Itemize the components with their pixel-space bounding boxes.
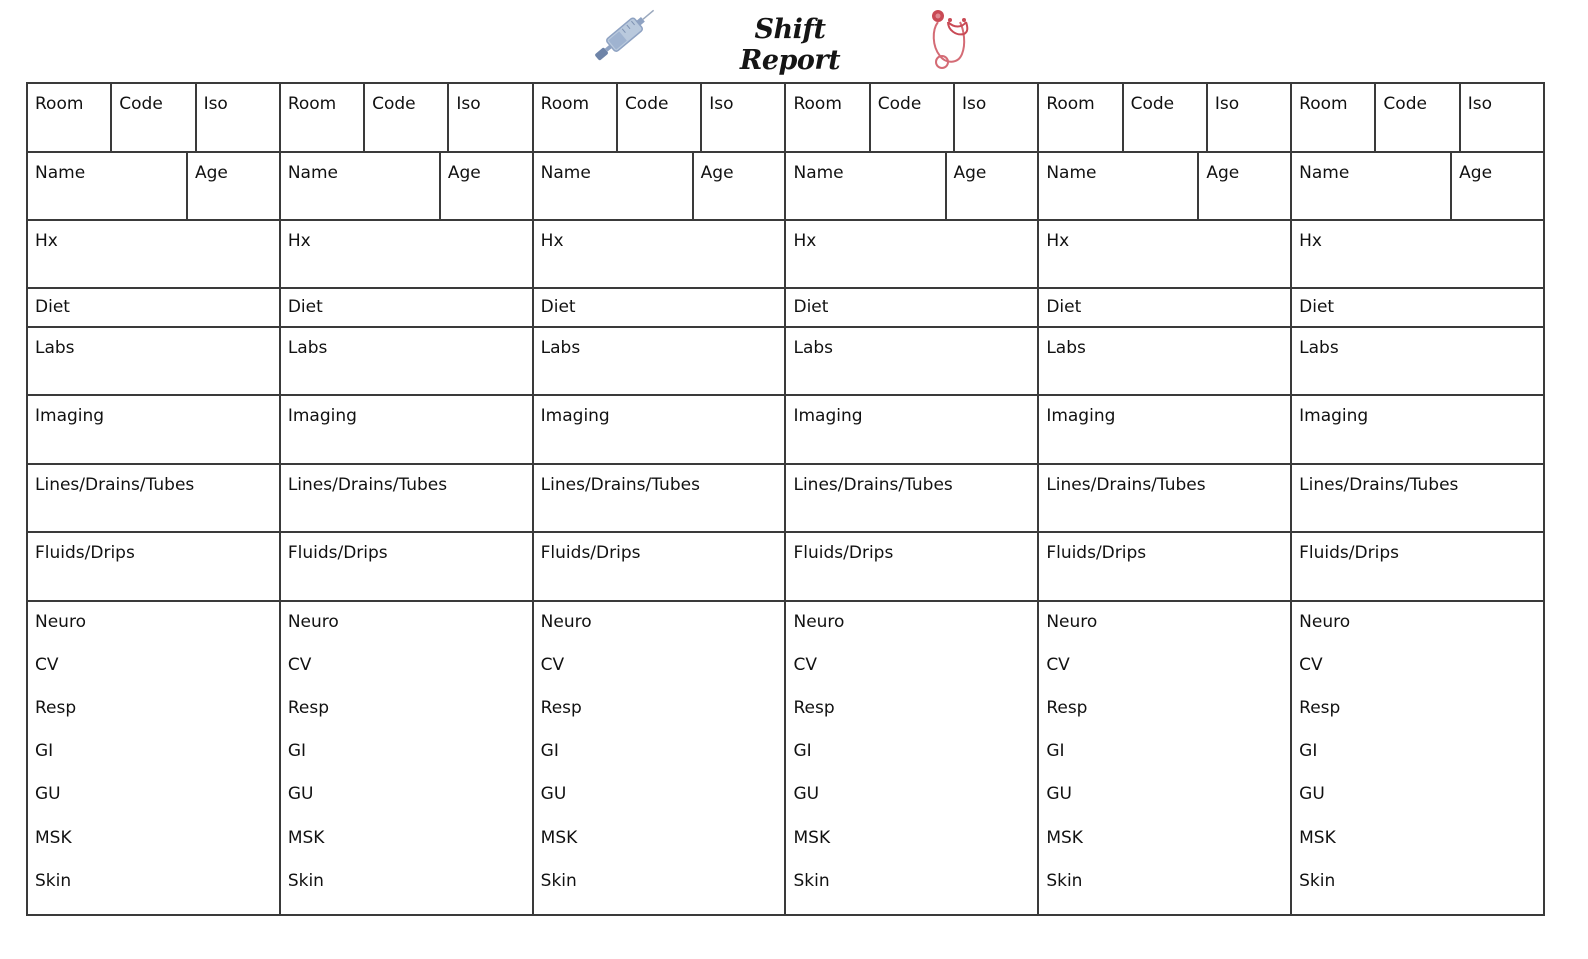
system-label: GU — [1046, 784, 1072, 805]
hx-row — [281, 221, 532, 290]
system-label: GU — [793, 784, 820, 805]
name-age-row — [281, 153, 532, 221]
code-label: Code — [877, 94, 922, 114]
systems-section[interactable] — [28, 602, 279, 914]
diet-field[interactable] — [281, 289, 532, 326]
code-field[interactable] — [363, 84, 447, 151]
system-label: GU — [1299, 784, 1325, 805]
patient-column — [1039, 84, 1292, 914]
imaging-field[interactable] — [534, 396, 785, 463]
name-label: Name — [287, 162, 338, 183]
labs-row — [1292, 328, 1543, 396]
name-age-row — [1039, 153, 1290, 221]
labs-label: Labs — [540, 338, 581, 359]
system-label: GU — [35, 784, 61, 805]
lines-drains-tubes-label: Lines/Drains/Tubes — [793, 475, 953, 496]
fluids-drips-label: Fluids/Drips — [1299, 542, 1399, 563]
fluids-drips-row — [534, 533, 785, 602]
name-age-row — [534, 153, 785, 221]
room-code-iso-row — [281, 84, 532, 153]
diet-row — [1292, 289, 1543, 328]
system-label: Neuro — [35, 611, 86, 632]
fluids-drips-field[interactable] — [534, 533, 785, 600]
system-label: GI — [540, 741, 559, 762]
room-label: Room — [793, 94, 842, 114]
name-label: Name — [1046, 162, 1097, 183]
system-label: GI — [793, 741, 812, 762]
system-label: GI — [35, 741, 54, 762]
patient-column — [28, 84, 281, 914]
system-label: Skin — [287, 870, 324, 891]
diet-field[interactable] — [28, 289, 279, 326]
labs-label: Labs — [287, 338, 328, 359]
hx-row — [28, 221, 279, 290]
imaging-row — [28, 396, 279, 465]
system-label: CV — [35, 654, 59, 675]
system-label: CV — [287, 654, 312, 675]
lines-drains-tubes-row — [786, 465, 1037, 533]
age-label: Age — [953, 162, 987, 183]
patient-column — [1292, 84, 1543, 914]
hx-label: Hx — [1046, 230, 1070, 251]
hx-label: Hx — [1299, 230, 1322, 251]
system-label: Skin — [793, 870, 830, 891]
fluids-drips-field[interactable] — [1292, 533, 1543, 600]
lines-drains-tubes-label: Lines/Drains/Tubes — [35, 475, 195, 496]
imaging-field[interactable] — [1039, 396, 1290, 463]
labs-label: Labs — [793, 338, 834, 359]
labs-row — [534, 328, 785, 396]
age-label: Age — [195, 162, 228, 183]
system-label: Neuro — [793, 611, 845, 632]
fluids-drips-row — [786, 533, 1037, 602]
lines-drains-tubes-label: Lines/Drains/Tubes — [1299, 475, 1459, 496]
hx-label: Hx — [540, 230, 564, 251]
name-field[interactable] — [1292, 153, 1450, 219]
system-label: GU — [540, 784, 567, 805]
iso-field[interactable] — [953, 84, 1037, 151]
room-field[interactable] — [1292, 84, 1374, 151]
iso-label: Iso — [1467, 94, 1492, 114]
name-label: Name — [35, 162, 86, 183]
system-label: Resp — [287, 698, 329, 719]
name-age-row — [28, 153, 279, 221]
code-label: Code — [119, 94, 163, 114]
systems-section[interactable] — [281, 602, 532, 914]
diet-label: Diet — [287, 297, 323, 318]
system-label: MSK — [1299, 827, 1336, 848]
labs-label: Labs — [1046, 338, 1086, 359]
code-field[interactable] — [1122, 84, 1206, 151]
labs-field[interactable] — [281, 328, 532, 394]
age-field[interactable] — [945, 153, 1038, 219]
system-label: CV — [1046, 654, 1070, 675]
name-label: Name — [1299, 162, 1350, 183]
labs-field[interactable] — [786, 328, 1037, 394]
system-label: CV — [793, 654, 817, 675]
fluids-drips-row — [1292, 533, 1543, 602]
hx-field[interactable] — [1039, 221, 1290, 288]
room-field[interactable] — [534, 84, 616, 151]
system-label: Resp — [35, 698, 77, 719]
iso-field[interactable] — [447, 84, 531, 151]
diet-field[interactable] — [1039, 289, 1290, 326]
imaging-label: Imaging — [287, 406, 357, 427]
age-label: Age — [447, 162, 481, 183]
code-label: Code — [372, 94, 416, 114]
code-field[interactable] — [110, 84, 194, 151]
imaging-row — [1039, 396, 1290, 465]
name-field[interactable] — [28, 153, 186, 219]
code-field[interactable] — [1374, 84, 1458, 151]
name-label: Name — [540, 162, 591, 183]
fluids-drips-label: Fluids/Drips — [540, 542, 641, 563]
lines-drains-tubes-field[interactable] — [281, 465, 532, 531]
room-label: Room — [35, 94, 84, 114]
hx-field[interactable] — [534, 221, 785, 288]
lines-drains-tubes-label: Lines/Drains/Tubes — [540, 475, 700, 496]
iso-label: Iso — [203, 94, 228, 114]
diet-label: Diet — [1299, 297, 1335, 318]
room-code-iso-row — [786, 84, 1037, 153]
iso-label: Iso — [962, 94, 987, 114]
syringe-icon — [583, 0, 663, 72]
stethoscope-icon — [926, 6, 976, 72]
iso-label: Iso — [1214, 94, 1240, 114]
shift-report-table — [26, 82, 1545, 916]
hx-row — [786, 221, 1037, 290]
code-field[interactable] — [869, 84, 953, 151]
room-field[interactable] — [1039, 84, 1121, 151]
hx-row — [534, 221, 785, 290]
system-label: Resp — [793, 698, 835, 719]
labs-field[interactable] — [1039, 328, 1290, 394]
age-field[interactable] — [1197, 153, 1290, 219]
system-label: Resp — [1046, 698, 1088, 719]
labs-row — [1039, 328, 1290, 396]
diet-field[interactable] — [534, 289, 785, 326]
code-field[interactable] — [616, 84, 700, 151]
system-label: MSK — [287, 827, 325, 848]
name-age-row — [1292, 153, 1543, 221]
system-label: Neuro — [540, 611, 592, 632]
system-label: GU — [287, 784, 314, 805]
fluids-drips-row — [281, 533, 532, 602]
fluids-drips-label: Fluids/Drips — [287, 542, 388, 563]
system-label: CV — [540, 654, 565, 675]
lines-drains-tubes-row — [534, 465, 785, 533]
diet-field[interactable] — [786, 289, 1037, 326]
patient-column — [281, 84, 534, 914]
labs-label: Labs — [1299, 338, 1339, 359]
lines-drains-tubes-row — [28, 465, 279, 533]
lines-drains-tubes-row — [1292, 465, 1543, 533]
systems-section[interactable] — [1039, 602, 1290, 914]
hx-field[interactable] — [1292, 221, 1543, 288]
hx-field[interactable] — [786, 221, 1037, 288]
lines-drains-tubes-field[interactable] — [28, 465, 279, 531]
diet-row — [28, 289, 279, 328]
name-field[interactable] — [1039, 153, 1197, 219]
room-field[interactable] — [281, 84, 363, 151]
lines-drains-tubes-field[interactable] — [1039, 465, 1290, 531]
diet-label: Diet — [540, 297, 576, 318]
room-field[interactable] — [28, 84, 110, 151]
hx-row — [1292, 221, 1543, 290]
fluids-drips-label: Fluids/Drips — [793, 542, 894, 563]
age-field[interactable] — [439, 153, 532, 219]
page-header — [0, 0, 1588, 82]
name-field[interactable] — [534, 153, 692, 219]
imaging-field[interactable] — [28, 396, 279, 463]
fluids-drips-label: Fluids/Drips — [35, 542, 135, 563]
iso-field[interactable] — [1459, 84, 1543, 151]
system-label: Neuro — [1299, 611, 1351, 632]
imaging-row — [534, 396, 785, 465]
diet-label: Diet — [35, 297, 70, 318]
name-field[interactable] — [281, 153, 439, 219]
room-code-iso-row — [534, 84, 785, 153]
lines-drains-tubes-field[interactable] — [534, 465, 785, 531]
system-label: GI — [287, 741, 307, 762]
name-label: Name — [793, 162, 844, 183]
lines-drains-tubes-label: Lines/Drains/Tubes — [1046, 475, 1206, 496]
labs-field[interactable] — [1292, 328, 1543, 394]
age-label: Age — [1206, 162, 1240, 183]
lines-drains-tubes-row — [281, 465, 532, 533]
patient-column — [786, 84, 1039, 914]
iso-label: Iso — [456, 94, 481, 114]
code-label: Code — [1130, 94, 1175, 114]
room-label: Room — [287, 94, 337, 114]
system-label: GI — [1046, 741, 1065, 762]
fluids-drips-row — [28, 533, 279, 602]
lines-drains-tubes-label: Lines/Drains/Tubes — [287, 475, 448, 496]
imaging-field[interactable] — [281, 396, 532, 463]
age-field[interactable] — [692, 153, 785, 219]
iso-field[interactable] — [700, 84, 784, 151]
system-label: Resp — [540, 698, 582, 719]
fluids-drips-label: Fluids/Drips — [1046, 542, 1147, 563]
iso-field[interactable] — [1206, 84, 1290, 151]
system-label: MSK — [35, 827, 72, 848]
labs-label: Labs — [35, 338, 75, 359]
room-field[interactable] — [786, 84, 868, 151]
age-label: Age — [1459, 162, 1493, 183]
systems-section[interactable] — [534, 602, 785, 914]
patient-column — [534, 84, 787, 914]
room-label: Room — [1299, 94, 1348, 114]
diet-field[interactable] — [1292, 289, 1543, 326]
systems-section[interactable] — [786, 602, 1037, 914]
system-label: MSK — [793, 827, 831, 848]
diet-row — [1039, 289, 1290, 328]
hx-field[interactable] — [28, 221, 279, 288]
labs-field[interactable] — [28, 328, 279, 394]
diet-label: Diet — [793, 297, 829, 318]
imaging-label: Imaging — [35, 406, 105, 427]
iso-field[interactable] — [195, 84, 279, 151]
age-field[interactable] — [1450, 153, 1543, 219]
system-label: Skin — [35, 870, 72, 891]
diet-row — [534, 289, 785, 328]
labs-field[interactable] — [534, 328, 785, 394]
imaging-field[interactable] — [786, 396, 1037, 463]
system-label: Neuro — [1046, 611, 1098, 632]
hx-label: Hx — [793, 230, 817, 251]
imaging-label: Imaging — [793, 406, 863, 427]
labs-row — [28, 328, 279, 396]
hx-field[interactable] — [281, 221, 532, 288]
lines-drains-tubes-field[interactable] — [1292, 465, 1543, 531]
fluids-drips-field[interactable] — [1039, 533, 1290, 600]
system-label: MSK — [540, 827, 578, 848]
hx-label: Hx — [35, 230, 58, 251]
age-field[interactable] — [186, 153, 279, 219]
code-label: Code — [624, 94, 669, 114]
system-label: CV — [1299, 654, 1323, 675]
imaging-row — [786, 396, 1037, 465]
imaging-row — [281, 396, 532, 465]
diet-row — [281, 289, 532, 328]
fluids-drips-field[interactable] — [281, 533, 532, 600]
fluids-drips-field[interactable] — [786, 533, 1037, 600]
iso-label: Iso — [709, 94, 734, 114]
imaging-label: Imaging — [1046, 406, 1116, 427]
room-code-iso-row — [1292, 84, 1543, 153]
system-label: GI — [1299, 741, 1318, 762]
diet-row — [786, 289, 1037, 328]
age-label: Age — [700, 162, 734, 183]
name-age-row — [786, 153, 1037, 221]
system-label: Neuro — [287, 611, 339, 632]
hx-row — [1039, 221, 1290, 290]
labs-row — [281, 328, 532, 396]
imaging-field[interactable] — [1292, 396, 1543, 463]
system-label: Skin — [1046, 870, 1083, 891]
imaging-label: Imaging — [540, 406, 610, 427]
fluids-drips-field[interactable] — [28, 533, 279, 600]
room-label: Room — [540, 94, 590, 114]
imaging-label: Imaging — [1299, 406, 1369, 427]
room-code-iso-row — [1039, 84, 1290, 153]
page-title: Shift Report — [739, 14, 841, 76]
system-label: Skin — [1299, 870, 1336, 891]
labs-row — [786, 328, 1037, 396]
room-label: Room — [1046, 94, 1095, 114]
code-label: Code — [1383, 94, 1427, 114]
system-label: Skin — [540, 870, 577, 891]
imaging-row — [1292, 396, 1543, 465]
room-code-iso-row — [28, 84, 279, 153]
hx-label: Hx — [287, 230, 311, 251]
lines-drains-tubes-field[interactable] — [786, 465, 1037, 531]
diet-label: Diet — [1046, 297, 1082, 318]
name-field[interactable] — [786, 153, 944, 219]
systems-section[interactable] — [1292, 602, 1543, 914]
system-label: MSK — [1046, 827, 1083, 848]
lines-drains-tubes-row — [1039, 465, 1290, 533]
fluids-drips-row — [1039, 533, 1290, 602]
system-label: Resp — [1299, 698, 1341, 719]
